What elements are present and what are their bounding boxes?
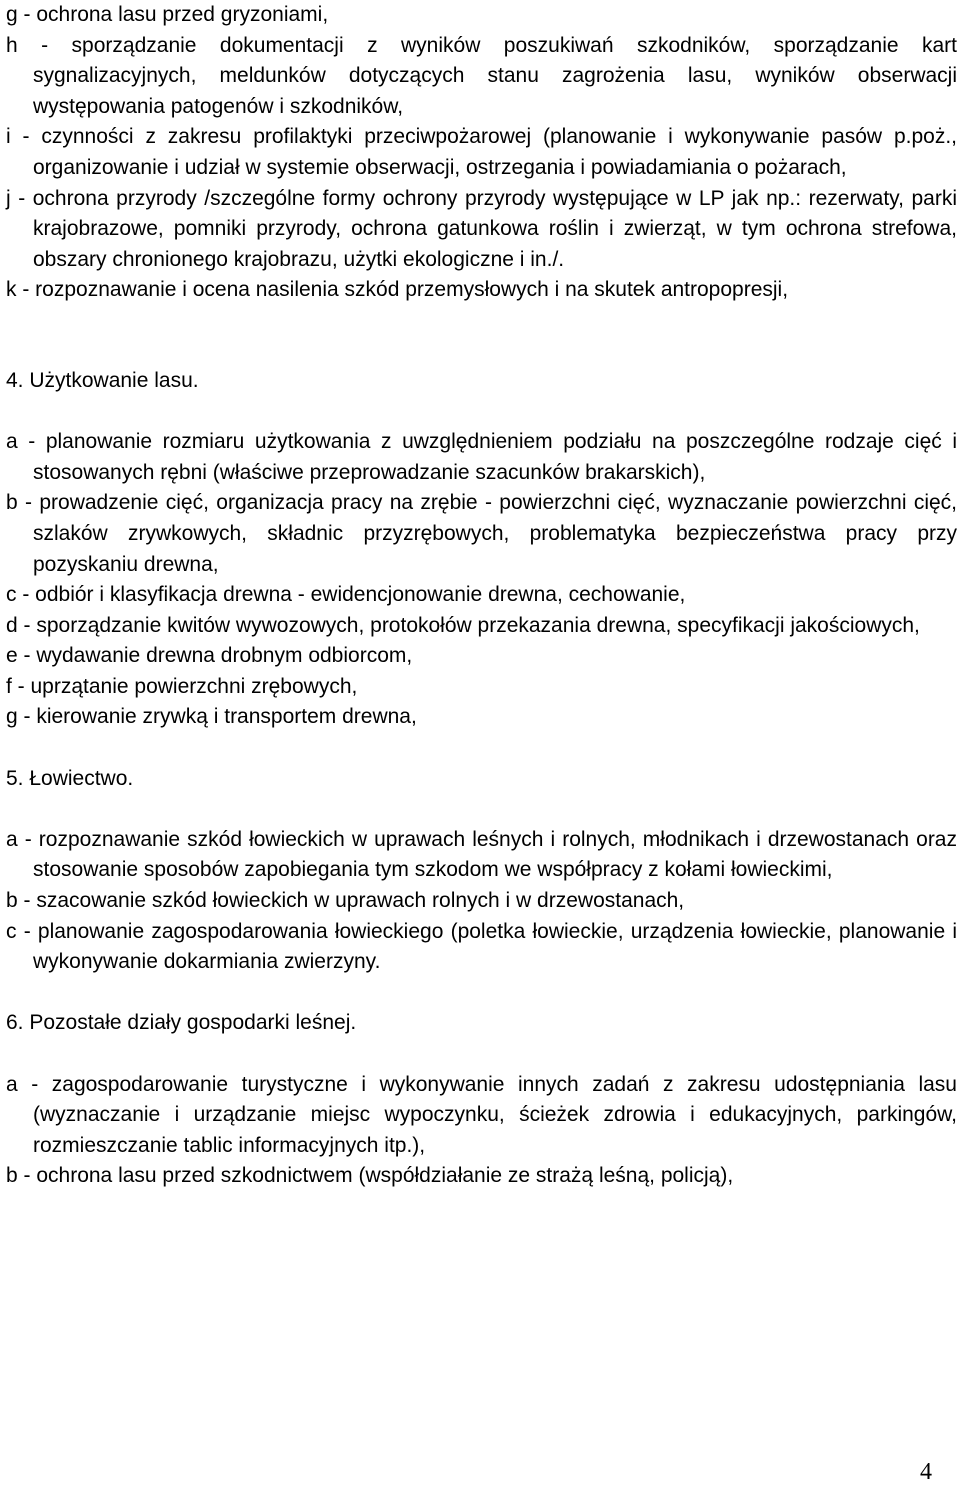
list-item: i - czynności z zakresu profilaktyki przeciwpożarowej (planowanie i wykonywanie pasów p.poż., organizowanie i udział w systemie obserwacji, ostrzegania i powiadamiania o pożarach,	[6, 125, 957, 179]
page-number: 4	[920, 1459, 932, 1485]
list-item: g - kierowanie zrywką i transportem drewna,	[6, 705, 417, 729]
list-item: b - ochrona lasu przed szkodnictwem (współdziałanie ze strażą leśną, policją),	[6, 1164, 734, 1188]
list-item: a - zagospodarowanie turystyczne i wykonywanie innych zadań z zakresu udostępniania lasu (wyznaczanie i urządzanie miejsc wypoczynku, ścieżek zdrowia i edukacyjnych, parkingów, rozmieszczanie tablic informacyjnych itp.),	[6, 1072, 957, 1157]
list-item: e - wydawanie drewna drobnym odbiorcom,	[6, 644, 413, 668]
section-6-list	[6, 1070, 957, 1192]
list-item: b - prowadzenie cięć, organizacja pracy na zrębie - powierzchni cięć, wyznaczanie powierzchni cięć, szlaków zrywkowych, składnic przyzrębowych, problematyka bezpieczeństwa pracy przy pozyskaniu drewna,	[6, 491, 957, 576]
list-item: f - uprzątanie powierzchni zrębowych,	[6, 674, 358, 698]
list-item: k - rozpoznawanie i ocena nasilenia szkód przemysłowych i na skutek antropopresji,	[6, 278, 789, 302]
list-item: d - sporządzanie kwitów wywozowych, protokołów przekazania drewna, specyfikacji jakościowych,	[6, 613, 920, 637]
list-item: b - szacowanie szkód łowieckich w uprawach rolnych i w drzewostanach,	[6, 889, 685, 913]
list-item: j - ochrona przyrody /szczególne formy ochrony przyrody występujące w LP jak np.: rezerwaty, parki krajobrazowe, pomniki przyrody, ochrona gatunkowa roślin i zwierząt, w tym ochrona strefowa, obszary chronionego krajobrazu, użytki ekologiczne i in./.	[6, 186, 957, 271]
section-5-list	[6, 825, 957, 978]
section-heading: 4. Użytkowanie lasu.	[6, 368, 199, 392]
list-item: h - sporządzanie dokumentacji z wyników poszukiwań szkodników, sporządzanie kart sygnalizacyjnych, meldunków dotyczących stanu zagrożenia lasu, wyników obserwacji występowania patogenów i szkodników,	[6, 33, 957, 118]
list-item: g - ochrona lasu przed gryzoniami,	[6, 3, 329, 26]
section-heading: 6. Pozostałe działy gospodarki leśnej.	[6, 1011, 357, 1035]
section-3-continued-list	[6, 0, 957, 306]
section-4-list	[6, 427, 957, 733]
list-item: a - rozpoznawanie szkód łowieckich w uprawach leśnych i rolnych, młodnikach i drzewostanach oraz stosowanie sposobów zapobiegania tym szkodom we współpracy z kołami łowieckimi,	[6, 827, 957, 882]
list-item: c - odbiór i klasyfikacja drewna - ewidencjonowanie drewna, cechowanie,	[6, 583, 686, 607]
list-item: a - planowanie rozmiaru użytkowania z uwzględnieniem podziału na poszczególne rodzaje cięć i stosowanych rębni (właściwe przeprowadzanie szacunków brakarskich),	[6, 430, 957, 484]
section-heading: 5. Łowiectwo.	[6, 766, 134, 790]
document-page	[6, 0, 957, 1192]
list-item: c - planowanie zagospodarowania łowieckiego (poletka łowieckie, urządzenia łowieckie, planowanie i wykonywanie dokarmiania zwierzyny.	[6, 919, 957, 974]
